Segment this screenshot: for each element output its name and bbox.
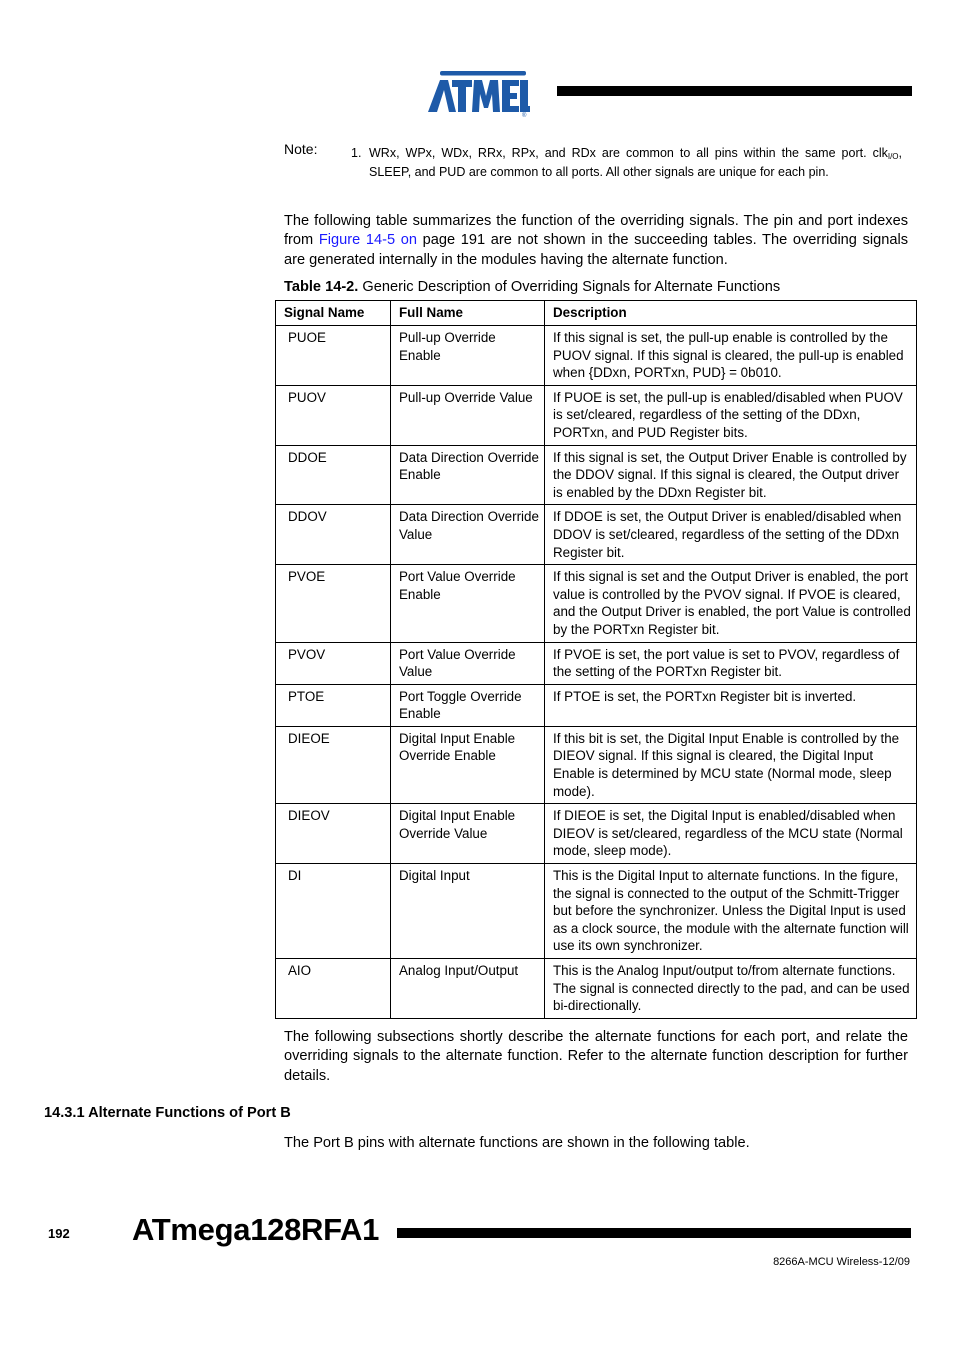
note-rest: , SLEEP, and PUD are common to all ports. All other signals are unique for each pin. (369, 146, 902, 179)
full-name-cell: Data Direction Override Enable (391, 445, 545, 505)
full-name-cell: Analog Input/Output (391, 959, 545, 1019)
signal-name-cell: AIO (276, 959, 391, 1019)
signal-name-cell: PVOV (276, 642, 391, 684)
note-label: Note: (284, 141, 318, 157)
full-name-cell: Digital Input Enable Override Value (391, 804, 545, 864)
table-row (276, 385, 917, 445)
header-description: Description (545, 301, 917, 326)
table-caption-number: Table 14-2. (284, 279, 359, 295)
description-cell: If PVOE is set, the port value is set to PVOV, regardless of the setting of the PORTxn Register bit. (545, 642, 917, 684)
signal-name-cell: PVOE (276, 565, 391, 642)
table-caption (284, 279, 780, 295)
note-line1: WRx, WPx, WDx, RRx, RPx, and RDx are common to all pins within the same port. (369, 146, 867, 160)
intro-text-after: page 191 are not shown in the succeeding tables. The overriding signals are generated internally in the modules having the alternate function. (284, 232, 908, 268)
table-row (276, 726, 917, 803)
table-row (276, 959, 917, 1019)
description-cell: If PUOE is set, the pull-up is enabled/disabled when PUOV is set/cleared, regardless of the setting of the DDxn, PORTxn, and PUD Register bits. (545, 385, 917, 445)
header-rule (557, 86, 912, 96)
description-cell: This is the Analog Input/output to/from alternate functions. The signal is connected directly to the pad, and can be used bi-directionally. (545, 959, 917, 1019)
description-cell: If PTOE is set, the PORTxn Register bit is inverted. (545, 684, 917, 726)
full-name-cell: Port Value Override Enable (391, 565, 545, 642)
document-title: ATmega128RFA1 (132, 1212, 380, 1247)
signal-name-cell: DI (276, 864, 391, 959)
overriding-signals-table (275, 300, 917, 1019)
table-row (276, 804, 917, 864)
footer-rule (397, 1228, 911, 1238)
table-row (276, 565, 917, 642)
table-row (276, 505, 917, 565)
section-paragraph: The Port B pins with alternate functions are shown in the following table. (284, 1135, 750, 1151)
signal-name-cell: DDOV (276, 505, 391, 565)
note-clk: clk (872, 146, 888, 160)
table-row (276, 326, 917, 386)
table-caption-text: Generic Description of Overriding Signals for Alternate Functions (362, 279, 781, 295)
full-name-cell: Port Value Override Value (391, 642, 545, 684)
full-name-cell: Data Direction Override Value (391, 505, 545, 565)
table-row (276, 684, 917, 726)
full-name-cell: Port Toggle Override Enable (391, 684, 545, 726)
description-cell: If this signal is set, the pull-up enable is controlled by the PUOV signal. If this signal is cleared, the pull-up is enabled when {DDxn, PORTxn, PUD} = 0b010. (545, 326, 917, 386)
section-heading: 14.3.1 Alternate Functions of Port B (44, 1105, 291, 1121)
intro-paragraph (284, 212, 908, 270)
note-clk-subscript: I/O (887, 152, 899, 161)
full-name-cell: Pull-up Override Enable (391, 326, 545, 386)
document-id: 8266A-MCU Wireless-12/09 (773, 1256, 910, 1268)
subsections-paragraph: The following subsections shortly describe the alternate functions for each port, and relate the overriding signals to the alternate function. Refer to the alternate function description for further details. (284, 1029, 908, 1084)
description-cell: If DDOE is set, the Output Driver is enabled/disabled when DDOV is set/cleared, regardless of the setting of the DDxn Register bit. (545, 505, 917, 565)
description-cell: This is the Digital Input to alternate functions. In the figure, the signal is connected to the output of the Schmitt-Trigger but before the synchronizer. Unless the Digital Input is used as a clock source, the module with the alternate function will use its own synchronizer. (545, 864, 917, 959)
note-text (369, 145, 902, 181)
table-row (276, 642, 917, 684)
figure-link[interactable]: Figure 14-5 on (318, 232, 417, 249)
note-number: 1. (351, 146, 362, 160)
table-row (276, 445, 917, 505)
full-name-cell: Pull-up Override Value (391, 385, 545, 445)
table-header-row (276, 301, 917, 326)
full-name-cell: Digital Input Enable Override Enable (391, 726, 545, 803)
description-cell: If this signal is set and the Output Driver is enabled, the port value is controlled by the PVOV signal. If PVOE is cleared, and the Output Driver is enabled, the port Value is controlled by the PORTxn Register bit. (545, 565, 917, 642)
page-number: 192 (48, 1226, 70, 1241)
signal-name-cell: DIEOV (276, 804, 391, 864)
description-cell: If DIEOE is set, the Digital Input is enabled/disabled when DIEOV is set/cleared, regardless of the MCU state (Normal mode, sleep mode). (545, 804, 917, 864)
full-name-cell: Digital Input (391, 864, 545, 959)
signal-name-cell: DIEOE (276, 726, 391, 803)
description-cell: If this signal is set, the Output Driver Enable is controlled by the DDOV signal. If this signal is cleared, the Output driver is enabled by the DDxn Register bit. (545, 445, 917, 505)
atmel-logo (426, 68, 532, 118)
signal-name-cell: DDOE (276, 445, 391, 505)
signal-name-cell: PUOE (276, 326, 391, 386)
description-cell: If this bit is set, the Digital Input Enable is controlled by the DIEOV signal. If this signal is cleared, the Digital Input Enable is determined by MCU state (Normal mode, sleep mode). (545, 726, 917, 803)
registered-mark: ® (522, 113, 527, 118)
signal-name-cell: PUOV (276, 385, 391, 445)
signal-name-cell: PTOE (276, 684, 391, 726)
header-signal-name: Signal Name (276, 301, 391, 326)
table-row (276, 864, 917, 959)
intro-text-before: The following table summarizes the function of the overriding signals. The pin and port indexes from (284, 213, 908, 249)
header-full-name: Full Name (391, 301, 545, 326)
